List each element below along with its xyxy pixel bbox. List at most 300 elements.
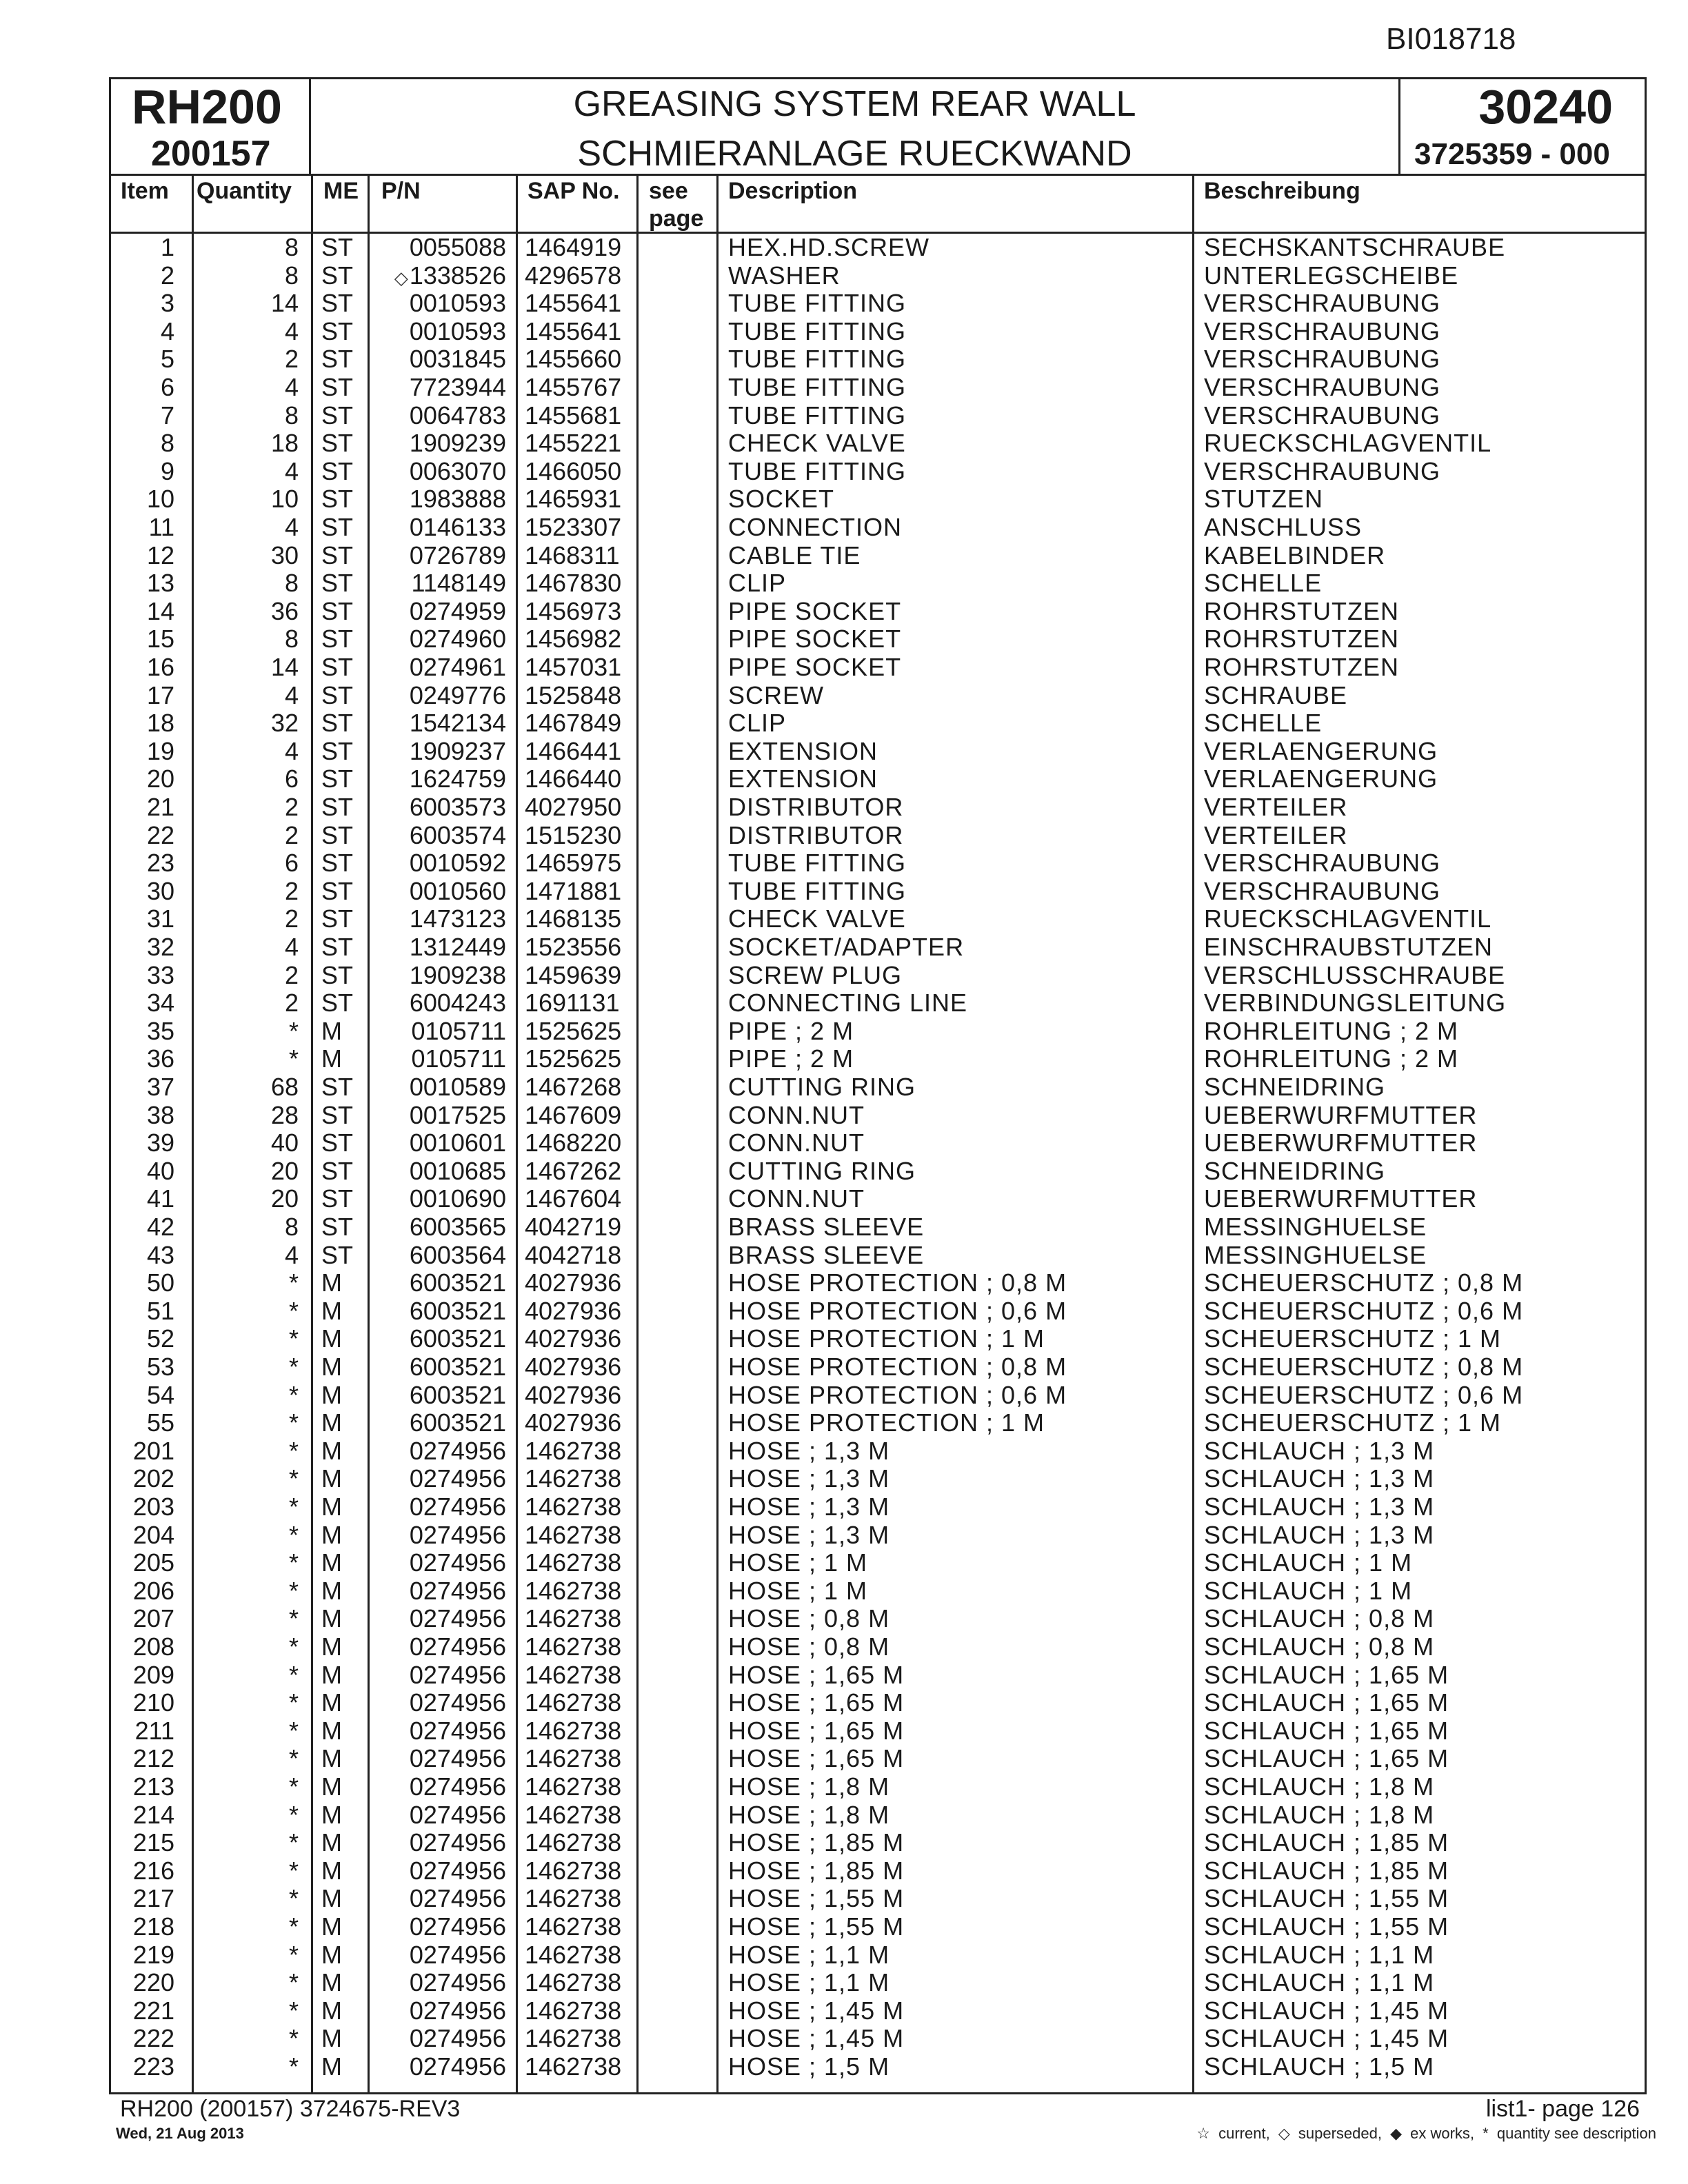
- sap-number-cell: 1462738: [525, 1520, 622, 1549]
- part-number-cell: 0010690: [409, 1184, 506, 1213]
- quantity-cell: *: [288, 1436, 299, 1465]
- description-cell: SOCKET/ADAPTER: [728, 933, 965, 961]
- quantity-cell: 4: [284, 736, 299, 765]
- footer-document-ref: RH200 (200157) 3724675-REV3: [120, 2096, 461, 2122]
- sap-number-cell: 1466441: [525, 736, 622, 765]
- quantity-cell: *: [288, 1296, 299, 1325]
- table-row: [111, 878, 1645, 906]
- table-row: [111, 989, 1645, 1018]
- quantity-cell: 4: [284, 680, 299, 709]
- header-model-cell: [111, 79, 311, 176]
- item-number: 212: [132, 1744, 174, 1773]
- item-number: 14: [146, 596, 174, 625]
- item-number: 206: [132, 1576, 174, 1605]
- table-row: [111, 962, 1645, 990]
- description-cell: HOSE ; 1,65 M: [728, 1660, 905, 1689]
- part-number-cell: 0274956: [409, 2052, 506, 2081]
- quantity-cell: 2: [284, 960, 299, 989]
- description-cell: HOSE PROTECTION ; 1 M: [728, 1324, 1045, 1353]
- unit-cell: M: [321, 1353, 342, 1381]
- description-cell: HOSE ; 1 M: [728, 1576, 868, 1605]
- unit-cell: M: [321, 1296, 342, 1325]
- unit-cell: ST: [321, 989, 354, 1018]
- description-cell: HOSE ; 0,8 M: [728, 1632, 890, 1661]
- item-number: 55: [146, 1408, 174, 1437]
- description-cell: TUBE FITTING: [728, 876, 906, 905]
- beschreibung-cell: SCHLAUCH ; 0,8 M: [1204, 1632, 1435, 1661]
- sap-number-cell: 1471881: [525, 876, 622, 905]
- item-number: 53: [146, 1353, 174, 1381]
- quantity-cell: *: [288, 1716, 299, 1745]
- quantity-cell: 2: [284, 345, 299, 374]
- beschreibung-cell: SCHLAUCH ; 1,65 M: [1204, 1688, 1449, 1717]
- part-number-cell: 0274956: [409, 1436, 506, 1465]
- unit-cell: ST: [321, 596, 354, 625]
- part-number-cell: 6003565: [409, 1213, 506, 1241]
- description-cell: HOSE ; 1,3 M: [728, 1436, 890, 1465]
- beschreibung-cell: RUECKSCHLAGVENTIL: [1204, 904, 1492, 933]
- item-number: 13: [146, 569, 174, 598]
- part-number-cell: 1909238: [409, 960, 506, 989]
- unit-cell: ST: [321, 456, 354, 485]
- item-number: 16: [146, 653, 174, 681]
- unit-cell: M: [321, 1324, 342, 1353]
- table-row: [111, 374, 1645, 402]
- unit-cell: ST: [321, 904, 354, 933]
- sap-number-cell: 1467830: [525, 569, 622, 598]
- table-row: [111, 1493, 1645, 1521]
- description-cell: SCREW PLUG: [728, 960, 903, 989]
- table-row: [111, 1521, 1645, 1550]
- item-number: 216: [132, 1856, 174, 1885]
- table-row: [111, 933, 1645, 962]
- part-number-cell: 0010593: [409, 316, 506, 345]
- beschreibung-cell: VERTEILER: [1204, 793, 1348, 821]
- part-number-cell: 0055088: [409, 233, 506, 261]
- part-number-cell: 0274956: [409, 1800, 506, 1829]
- sap-number-cell: 1467849: [525, 709, 622, 738]
- table-row: [111, 234, 1645, 262]
- beschreibung-cell: SCHEUERSCHUTZ ; 0,8 M: [1204, 1268, 1524, 1297]
- item-number: 10: [146, 485, 174, 514]
- table-row: [111, 1242, 1645, 1270]
- beschreibung-cell: MESSINGHUELSE: [1204, 1213, 1427, 1241]
- quantity-cell: *: [288, 1968, 299, 1997]
- quantity-cell: 40: [270, 1129, 299, 1157]
- sap-number-cell: 1456982: [525, 625, 622, 654]
- unit-cell: ST: [321, 625, 354, 654]
- unit-cell: ST: [321, 1240, 354, 1269]
- item-number: 50: [146, 1268, 174, 1297]
- part-number-cell: 0031845: [409, 345, 506, 374]
- unit-cell: ST: [321, 345, 354, 374]
- beschreibung-cell: SCHEUERSCHUTZ ; 1 M: [1204, 1324, 1502, 1353]
- table-row: [111, 345, 1645, 374]
- col-beschreibung: Beschreibung: [1204, 178, 1360, 204]
- diamond-outline-icon: ◇: [1278, 2125, 1290, 2142]
- sap-number-cell: 4027936: [525, 1296, 622, 1325]
- sap-number-cell: 1459639: [525, 960, 622, 989]
- sap-number-cell: 1525625: [525, 1016, 622, 1045]
- item-number: 1: [160, 233, 174, 261]
- description-cell: WASHER: [728, 261, 841, 290]
- unit-cell: M: [321, 1044, 342, 1073]
- sap-number-cell: 1462738: [525, 1968, 622, 1997]
- quantity-cell: 2: [284, 793, 299, 821]
- quantity-cell: *: [288, 1828, 299, 1857]
- item-number: 214: [132, 1800, 174, 1829]
- beschreibung-cell: SCHLAUCH ; 1,85 M: [1204, 1856, 1449, 1885]
- serial-number: 200157: [151, 134, 271, 174]
- table-row: [111, 822, 1645, 850]
- item-number: 223: [132, 2052, 174, 2081]
- sap-number-cell: 1525848: [525, 680, 622, 709]
- quantity-cell: 4: [284, 373, 299, 401]
- beschreibung-cell: SCHLAUCH ; 1,3 M: [1204, 1520, 1435, 1549]
- unit-cell: ST: [321, 289, 354, 318]
- quantity-cell: *: [288, 1380, 299, 1409]
- beschreibung-cell: SCHLAUCH ; 1,65 M: [1204, 1716, 1449, 1745]
- sap-number-cell: 1455681: [525, 401, 622, 429]
- sap-number-cell: 1468311: [525, 540, 620, 569]
- quantity-cell: *: [288, 2052, 299, 2081]
- beschreibung-cell: UEBERWURFMUTTER: [1204, 1100, 1478, 1129]
- item-number: 39: [146, 1129, 174, 1157]
- quantity-cell: 2: [284, 820, 299, 849]
- description-cell: TUBE FITTING: [728, 289, 906, 318]
- unit-cell: ST: [321, 261, 354, 290]
- quantity-cell: *: [288, 1324, 299, 1353]
- item-number: 11: [148, 513, 174, 541]
- quantity-cell: *: [288, 1660, 299, 1689]
- unit-cell: M: [321, 1968, 342, 1997]
- beschreibung-cell: VERSCHRAUBUNG: [1204, 289, 1441, 318]
- part-number-cell: 0274956: [409, 1940, 506, 1969]
- sap-number-cell: 1464919: [525, 233, 622, 261]
- table-row: [111, 1689, 1645, 1717]
- table-row: [111, 1325, 1645, 1353]
- description-cell: HOSE ; 1,5 M: [728, 2052, 890, 2081]
- item-number: 33: [146, 960, 174, 989]
- unit-cell: M: [321, 2052, 342, 2081]
- table-row: [111, 1633, 1645, 1661]
- table-row: [111, 1913, 1645, 1941]
- legend-exworks: ex works,: [1410, 2125, 1475, 2142]
- quantity-cell: *: [288, 1576, 299, 1605]
- item-number: 30: [146, 876, 174, 905]
- item-number: 40: [146, 1156, 174, 1185]
- part-number-cell: 0274956: [409, 1996, 506, 2025]
- item-number: 34: [146, 989, 174, 1018]
- part-number-cell: 6003564: [409, 1240, 506, 1269]
- quantity-cell: 8: [284, 569, 299, 598]
- part-number-cell: 6003521: [409, 1296, 506, 1325]
- sap-number-cell: 4042719: [525, 1213, 622, 1241]
- sap-number-cell: 4042718: [525, 1240, 622, 1269]
- unit-cell: M: [321, 1856, 342, 1885]
- beschreibung-cell: SCHLAUCH ; 1,1 M: [1204, 1940, 1435, 1969]
- part-number-cell: 0017525: [409, 1100, 506, 1129]
- item-number: 222: [132, 2024, 174, 2053]
- item-number: 203: [132, 1493, 174, 1521]
- item-number: 19: [146, 736, 174, 765]
- table-row: [111, 625, 1645, 654]
- quantity-cell: 10: [270, 485, 299, 514]
- sap-number-cell: 4027936: [525, 1268, 622, 1297]
- sap-number-cell: 1465931: [525, 485, 622, 514]
- sap-number-cell: 1455641: [525, 316, 622, 345]
- item-number: 209: [132, 1660, 174, 1689]
- part-number-cell: 6004243: [409, 989, 506, 1018]
- unit-cell: ST: [321, 1073, 354, 1101]
- table-row: [111, 1073, 1645, 1102]
- part-number-cell: 1542134: [409, 709, 506, 738]
- title-english: GREASING SYSTEM REAR WALL: [573, 84, 1136, 124]
- beschreibung-cell: SCHLAUCH ; 1,3 M: [1204, 1493, 1435, 1521]
- table-row: [111, 1185, 1645, 1213]
- item-number: 6: [160, 373, 174, 401]
- item-number: 218: [132, 1912, 174, 1941]
- part-number-cell: 0274956: [409, 2024, 506, 2053]
- part-number-cell: 0274956: [409, 1772, 506, 1801]
- part-number-text: 1338526: [409, 261, 506, 290]
- quantity-cell: 8: [284, 625, 299, 654]
- quantity-cell: *: [288, 1884, 299, 1913]
- description-cell: HOSE ; 1,85 M: [728, 1828, 905, 1857]
- sap-number-cell: 1462738: [525, 1884, 622, 1913]
- description-cell: HOSE ; 1,1 M: [728, 1968, 890, 1997]
- unit-cell: ST: [321, 540, 354, 569]
- sap-number-cell: 1455221: [525, 429, 622, 458]
- table-row: [111, 1409, 1645, 1437]
- sap-number-cell: 1455641: [525, 289, 622, 318]
- unit-cell: M: [321, 1576, 342, 1605]
- quantity-cell: *: [288, 1464, 299, 1493]
- column-header-row: [111, 176, 1645, 234]
- quantity-cell: *: [288, 1800, 299, 1829]
- quantity-cell: *: [288, 1016, 299, 1045]
- part-number-cell: 0274956: [409, 1912, 506, 1941]
- item-number: 23: [146, 849, 174, 878]
- unit-cell: ST: [321, 765, 354, 793]
- table-row: [111, 1577, 1645, 1606]
- table-row: [111, 1269, 1645, 1297]
- sap-number-cell: 1462738: [525, 1912, 622, 1941]
- table-row: [111, 1997, 1645, 2025]
- item-number: 41: [146, 1184, 174, 1213]
- beschreibung-cell: EINSCHRAUBSTUTZEN: [1204, 933, 1494, 961]
- description-cell: CONN.NUT: [728, 1100, 865, 1129]
- description-cell: CONN.NUT: [728, 1184, 865, 1213]
- part-number-cell: 6003521: [409, 1408, 506, 1437]
- quantity-cell: 6: [284, 849, 299, 878]
- unit-cell: ST: [321, 849, 354, 878]
- description-cell: HOSE ; 1,1 M: [728, 1940, 890, 1969]
- table-row: [111, 290, 1645, 318]
- unit-cell: ST: [321, 653, 354, 681]
- item-number: 36: [146, 1044, 174, 1073]
- item-number: 211: [134, 1716, 174, 1745]
- col-item: Item: [121, 178, 169, 204]
- table-row: [111, 1157, 1645, 1186]
- header-group-cell: [1400, 79, 1645, 176]
- description-cell: HOSE PROTECTION ; 1 M: [728, 1408, 1045, 1437]
- sap-number-cell: 4296578: [525, 261, 622, 290]
- item-number: 3: [160, 289, 174, 318]
- col-see-page-line1: see: [649, 178, 688, 204]
- item-number: 12: [146, 540, 174, 569]
- part-number-cell: 0010589: [409, 1073, 506, 1101]
- part-number-cell: 0274960: [409, 625, 506, 654]
- quantity-cell: 20: [270, 1156, 299, 1185]
- unit-cell: ST: [321, 1156, 354, 1185]
- part-number-cell: 6003521: [409, 1380, 506, 1409]
- item-number: 43: [146, 1240, 174, 1269]
- item-number: 21: [146, 793, 174, 821]
- quantity-cell: 14: [270, 653, 299, 681]
- table-row: [111, 849, 1645, 878]
- table-row: [111, 1661, 1645, 1690]
- part-number-cell: 6003574: [409, 820, 506, 849]
- beschreibung-cell: SECHSKANTSCHRAUBE: [1204, 233, 1506, 261]
- beschreibung-cell: ROHRLEITUNG ; 2 M: [1204, 1044, 1459, 1073]
- description-cell: HOSE ; 1,45 M: [728, 2024, 905, 2053]
- diamond-filled-icon: ◆: [1390, 2125, 1402, 2142]
- quantity-cell: 28: [270, 1100, 299, 1129]
- quantity-cell: *: [288, 1688, 299, 1717]
- table-row: [111, 542, 1645, 570]
- description-cell: PIPE ; 2 M: [728, 1044, 854, 1073]
- description-cell: BRASS SLEEVE: [728, 1240, 925, 1269]
- item-number: 18: [146, 709, 174, 738]
- description-cell: HOSE ; 1,3 M: [728, 1464, 890, 1493]
- unit-cell: M: [321, 1716, 342, 1745]
- description-cell: CONN.NUT: [728, 1129, 865, 1157]
- sap-number-cell: 1462738: [525, 1604, 622, 1633]
- description-cell: HOSE ; 1,45 M: [728, 1996, 905, 2025]
- sap-number-cell: 1462738: [525, 1493, 622, 1521]
- beschreibung-cell: SCHLAUCH ; 1,1 M: [1204, 1968, 1435, 1997]
- part-number-cell: 1624759: [409, 765, 506, 793]
- description-cell: HOSE ; 1,8 M: [728, 1772, 890, 1801]
- sap-number-cell: 1457031: [525, 653, 622, 681]
- sap-number-cell: 1465975: [525, 849, 622, 878]
- quantity-cell: *: [288, 1520, 299, 1549]
- quantity-cell: 4: [284, 933, 299, 961]
- beschreibung-cell: VERSCHRAUBUNG: [1204, 456, 1441, 485]
- beschreibung-cell: VERBINDUNGSLEITUNG: [1204, 989, 1507, 1018]
- superseded-icon: ◇: [394, 267, 408, 288]
- unit-cell: M: [321, 1493, 342, 1521]
- part-number-cell: 0146133: [409, 513, 506, 541]
- item-number: 31: [146, 904, 174, 933]
- unit-cell: ST: [321, 736, 354, 765]
- part-number-cell: 1909239: [409, 429, 506, 458]
- description-cell: DISTRIBUTOR: [728, 820, 904, 849]
- unit-cell: ST: [321, 793, 354, 821]
- beschreibung-cell: VERSCHRAUBUNG: [1204, 401, 1441, 429]
- unit-cell: M: [321, 2024, 342, 2053]
- table-row: [111, 682, 1645, 710]
- unit-cell: M: [321, 1436, 342, 1465]
- beschreibung-cell: UEBERWURFMUTTER: [1204, 1129, 1478, 1157]
- quantity-cell: *: [288, 1408, 299, 1437]
- part-number-cell: 1909237: [409, 736, 506, 765]
- quantity-cell: *: [288, 1856, 299, 1885]
- part-number-cell: 0105711: [411, 1044, 506, 1073]
- unit-cell: M: [321, 1828, 342, 1857]
- beschreibung-cell: SCHLAUCH ; 1 M: [1204, 1576, 1413, 1605]
- unit-cell: ST: [321, 316, 354, 345]
- sap-number-cell: 1523307: [525, 513, 622, 541]
- quantity-cell: 8: [284, 1213, 299, 1241]
- description-cell: HOSE ; 1,65 M: [728, 1688, 905, 1717]
- description-cell: CHECK VALVE: [728, 429, 906, 458]
- description-cell: HOSE ; 1,3 M: [728, 1493, 890, 1521]
- quantity-cell: *: [288, 2024, 299, 2053]
- unit-cell: ST: [321, 485, 354, 514]
- table-row: [111, 1717, 1645, 1746]
- table-row: [111, 1465, 1645, 1493]
- quantity-cell: *: [288, 1604, 299, 1633]
- footer-page-number: list1- page 126: [1485, 2096, 1640, 2122]
- beschreibung-cell: VERSCHRAUBUNG: [1204, 316, 1441, 345]
- sap-number-cell: 1515230: [525, 820, 622, 849]
- unit-cell: ST: [321, 373, 354, 401]
- table-row: [111, 1829, 1645, 1857]
- unit-cell: M: [321, 1016, 342, 1045]
- table-row: [111, 1353, 1645, 1382]
- table-row: [111, 262, 1645, 290]
- beschreibung-cell: SCHLAUCH ; 1,8 M: [1204, 1772, 1435, 1801]
- footer-legend: [1192, 2125, 1656, 2143]
- part-number-cell: 0274956: [409, 1464, 506, 1493]
- beschreibung-cell: SCHLAUCH ; 1,55 M: [1204, 1884, 1449, 1913]
- quantity-cell: 2: [284, 876, 299, 905]
- description-cell: HOSE ; 1,3 M: [728, 1520, 890, 1549]
- description-cell: HOSE ; 1,8 M: [728, 1800, 890, 1829]
- part-number-cell: 0105711: [411, 1016, 506, 1045]
- beschreibung-cell: RUECKSCHLAGVENTIL: [1204, 429, 1492, 458]
- beschreibung-cell: SCHLAUCH ; 1,3 M: [1204, 1436, 1435, 1465]
- unit-cell: ST: [321, 513, 354, 541]
- part-number-cell: 0274956: [409, 1968, 506, 1997]
- col-sap: SAP No.: [528, 178, 620, 204]
- beschreibung-cell: VERLAENGERUNG: [1204, 765, 1438, 793]
- sap-number-cell: 1462738: [525, 1716, 622, 1745]
- col-me: ME: [323, 178, 359, 204]
- table-row: [111, 1437, 1645, 1466]
- beschreibung-cell: VERSCHRAUBUNG: [1204, 849, 1441, 878]
- sap-number-cell: 4027936: [525, 1380, 622, 1409]
- beschreibung-cell: VERSCHRAUBUNG: [1204, 373, 1441, 401]
- part-number-cell: 0274956: [409, 1884, 506, 1913]
- beschreibung-cell: SCHNEIDRING: [1204, 1073, 1386, 1101]
- item-number: 219: [132, 1940, 174, 1969]
- description-cell: HOSE ; 1 M: [728, 1548, 868, 1577]
- part-number-cell: 0274956: [409, 1688, 506, 1717]
- table-row: [111, 429, 1645, 458]
- beschreibung-cell: VERSCHRAUBUNG: [1204, 876, 1441, 905]
- description-cell: HOSE ; 1,65 M: [728, 1716, 905, 1745]
- sap-number-cell: 1462738: [525, 1464, 622, 1493]
- item-number: 2: [160, 261, 174, 290]
- beschreibung-cell: STUTZEN: [1204, 485, 1323, 514]
- item-number: 20: [146, 765, 174, 793]
- table-row: [111, 1885, 1645, 1913]
- table-row: [111, 514, 1645, 542]
- item-number: 15: [146, 625, 174, 654]
